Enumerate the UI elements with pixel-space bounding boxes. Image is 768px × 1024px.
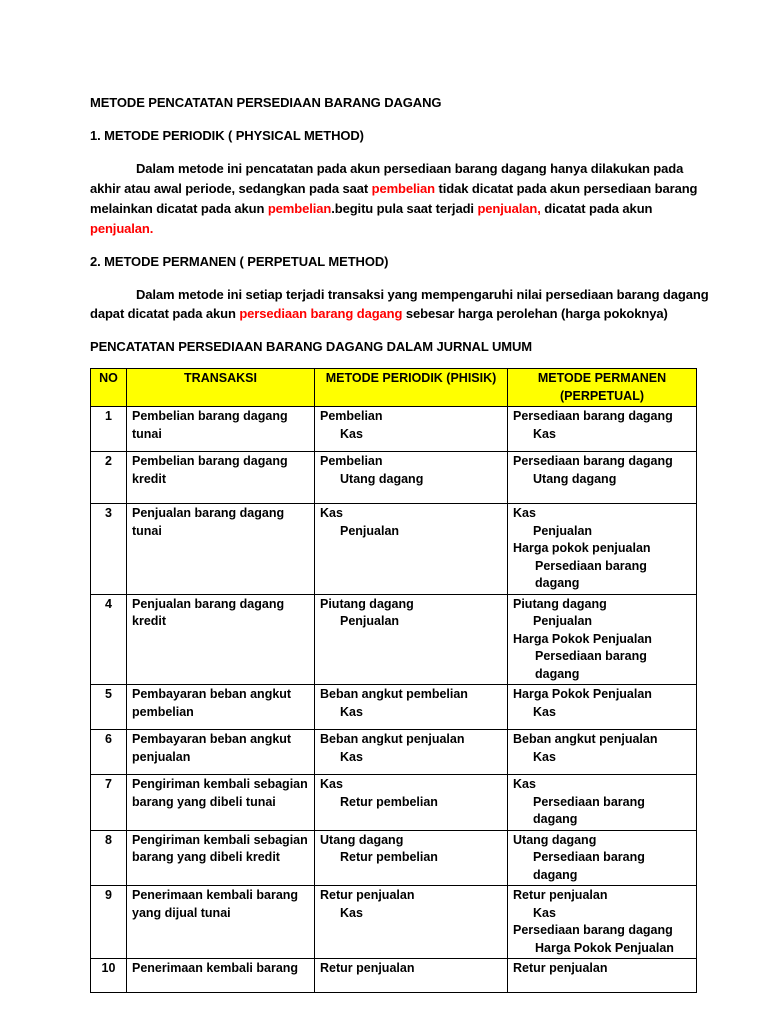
journal-debit: Kas	[513, 777, 536, 791]
cell-periodik	[315, 594, 508, 685]
journal-debit: Beban angkut pembelian	[320, 687, 468, 701]
transaksi-line: Pembelian barang dagang	[132, 454, 288, 468]
cell-permanen	[508, 407, 697, 452]
transaksi-line: tunai	[132, 523, 162, 538]
journal-debit: Harga Pokok Penjualan	[513, 687, 652, 701]
cell-periodik	[315, 959, 508, 993]
cell-transaksi	[127, 730, 315, 775]
journal-debit: Beban angkut penjualan	[513, 732, 658, 746]
journal-credit: Utang dagang	[533, 471, 617, 486]
journal-debit: Retur penjualan	[513, 888, 608, 902]
journal-credit: Kas	[340, 426, 363, 441]
header-transaksi: TRANSAKSI	[127, 369, 315, 407]
cell-transaksi	[127, 775, 315, 831]
section1-text: akhir atau awal periode, sedangkan pada saat	[90, 181, 372, 196]
journal-credit: Kas	[340, 704, 363, 719]
section1-text: dicatat pada akun	[540, 201, 653, 216]
cell-periodik	[315, 407, 508, 452]
cell-transaksi	[127, 685, 315, 730]
journal-debit: Pembelian	[320, 454, 383, 468]
journal-debit: Piutang dagang	[513, 596, 607, 611]
cell-no: 2	[91, 452, 127, 504]
cell-periodik	[315, 886, 508, 959]
journal-debit: Kas	[320, 506, 343, 520]
table-row	[91, 594, 697, 685]
journal-credit: Retur pembelian	[340, 794, 438, 809]
cell-transaksi	[127, 959, 315, 993]
transaksi-line: Penjualan barang dagang	[132, 506, 285, 520]
cell-no: 8	[91, 830, 127, 886]
section2-line2	[90, 306, 668, 321]
section1-line3	[90, 201, 652, 216]
journal-credit: Utang dagang	[340, 471, 424, 486]
section2-line1	[136, 287, 709, 302]
transaksi-line: kredit	[132, 471, 167, 486]
journal-credit: Persediaan barang dagang	[535, 558, 647, 590]
cell-transaksi	[127, 594, 315, 685]
cell-transaksi	[127, 407, 315, 452]
section1-line4	[90, 221, 153, 236]
transaksi-line: Pengiriman kembali sebagian	[132, 777, 308, 791]
journal-credit: Kas	[533, 905, 556, 920]
journal-credit: Persediaan barang dagang	[533, 850, 645, 882]
cell-no: 5	[91, 685, 127, 730]
table-row	[91, 685, 697, 730]
journal-debit: Harga Pokok Penjualan	[513, 631, 652, 646]
table-row	[91, 886, 697, 959]
section1-text: tidak dicatat pada akun persediaan barang	[435, 181, 698, 196]
header-periodik: METODE PERIODIK (PHISIK)	[315, 369, 508, 407]
journal-credit: Penjualan	[533, 523, 593, 538]
transaksi-line: Pembayaran beban angkut	[132, 687, 292, 701]
cell-periodik	[315, 685, 508, 730]
transaksi-line: Penerimaan kembali barang	[132, 961, 299, 975]
journal-debit: Harga pokok penjualan	[513, 541, 651, 555]
cell-no: 6	[91, 730, 127, 775]
journal-debit: Kas	[513, 506, 536, 520]
cell-permanen	[508, 685, 697, 730]
journal-debit: Kas	[320, 777, 343, 791]
transaksi-line: Penerimaan kembali barang	[132, 888, 299, 902]
transaksi-line: Pembelian barang dagang	[132, 409, 288, 423]
document-title: METODE PENCATATAN PERSEDIAAN BARANG DAGANG	[90, 95, 442, 110]
cell-no: 9	[91, 886, 127, 959]
highlight-penjualan: penjualan.	[90, 221, 154, 236]
cell-periodik	[315, 730, 508, 775]
transaksi-line: Pengiriman kembali sebagian	[132, 832, 308, 847]
cell-permanen	[508, 959, 697, 993]
journal-credit: Penjualan	[533, 614, 593, 628]
section1-line2	[90, 181, 697, 196]
transaksi-line: Penjualan barang dagang	[132, 596, 285, 611]
cell-transaksi	[127, 886, 315, 959]
journal-debit: Utang dagang	[513, 832, 597, 847]
cell-periodik	[315, 504, 508, 595]
journal-debit: Piutang dagang	[320, 596, 414, 611]
journal-debit: Retur penjualan	[320, 888, 415, 902]
header-no: NO	[91, 369, 127, 407]
cell-periodik	[315, 452, 508, 504]
cell-permanen	[508, 594, 697, 685]
journal-credit: Persediaan barang dagang	[535, 649, 647, 681]
transaksi-line: penjualan	[132, 749, 191, 764]
journal-table	[90, 368, 697, 993]
journal-credit: Kas	[533, 426, 556, 441]
header-permanen-line1: METODE PERMANEN	[537, 371, 667, 385]
cell-permanen	[508, 730, 697, 775]
journal-debit: Retur penjualan	[320, 961, 415, 975]
journal-debit: Pembelian	[320, 409, 383, 423]
journal-credit: Retur pembelian	[340, 850, 438, 864]
table-row	[91, 504, 697, 595]
table-header-row	[91, 369, 697, 407]
section1-line1	[136, 161, 683, 176]
cell-no: 3	[91, 504, 127, 595]
section1-text: .begitu pula saat terjadi	[331, 201, 478, 216]
transaksi-line: yang dijual tunai	[132, 905, 231, 920]
journal-debit: Persediaan barang dagang	[513, 454, 673, 468]
highlight-penjualan: penjualan,	[477, 201, 541, 216]
section1-heading: 1. METODE PERIODIK ( PHYSICAL METHOD)	[90, 128, 364, 143]
cell-transaksi	[127, 452, 315, 504]
cell-permanen	[508, 886, 697, 959]
journal-credit: Harga Pokok Penjualan	[535, 940, 674, 955]
journal-debit: Persediaan barang dagang	[513, 923, 673, 937]
table-row	[91, 959, 697, 993]
transaksi-line: Pembayaran beban angkut	[132, 732, 292, 746]
section1-text: Dalam metode ini pencatatan pada akun persediaan barang dagang hanya dilakukan pada	[136, 161, 684, 176]
journal-credit: Kas	[340, 749, 363, 764]
cell-permanen	[508, 775, 697, 831]
cell-periodik	[315, 775, 508, 831]
highlight-pembelian: pembelian	[267, 201, 332, 216]
transaksi-line: tunai	[132, 426, 162, 441]
cell-no: 4	[91, 594, 127, 685]
table-row	[91, 407, 697, 452]
transaksi-line: barang yang dibeli tunai	[132, 794, 276, 809]
cell-no: 10	[91, 959, 127, 993]
journal-debit: Utang dagang	[320, 832, 404, 847]
transaksi-line: kredit	[132, 614, 167, 628]
cell-no: 1	[91, 407, 127, 452]
cell-periodik	[315, 830, 508, 886]
section1-text: melainkan dicatat pada akun	[90, 201, 268, 216]
journal-debit: Persediaan barang dagang	[513, 409, 673, 423]
journal-credit: Penjualan	[340, 523, 400, 538]
table-row	[91, 452, 697, 504]
journal-debit: Retur penjualan	[513, 961, 608, 975]
table-row	[91, 775, 697, 831]
table-row	[91, 830, 697, 886]
header-permanen-line2: (PERPETUAL)	[559, 388, 645, 403]
highlight-persediaan: persediaan barang dagang	[239, 306, 403, 321]
section2-heading: 2. METODE PERMANEN ( PERPETUAL METHOD)	[90, 254, 389, 269]
header-permanen	[508, 369, 697, 407]
cell-permanen	[508, 452, 697, 504]
cell-permanen	[508, 830, 697, 886]
journal-credit: Kas	[533, 749, 556, 764]
highlight-pembelian: pembelian	[371, 181, 436, 196]
section2-text: dapat dicatat pada akun	[90, 306, 240, 321]
table-title: PENCATATAN PERSEDIAAN BARANG DAGANG DALAM JURNAL UMUM	[90, 339, 532, 354]
journal-credit: Kas	[340, 905, 363, 920]
journal-credit: Kas	[533, 704, 556, 719]
journal-debit: Beban angkut penjualan	[320, 732, 465, 746]
cell-no: 7	[91, 775, 127, 831]
cell-transaksi	[127, 830, 315, 886]
cell-permanen	[508, 504, 697, 595]
section2-text: sebesar harga perolehan (harga pokoknya)	[402, 306, 668, 321]
transaksi-line: pembelian	[132, 704, 194, 719]
journal-credit: Persediaan barang dagang	[533, 794, 645, 826]
table-row	[91, 730, 697, 775]
section2-text: Dalam metode ini setiap terjadi transaksi yang mempengaruhi nilai persediaan barang dagang	[136, 287, 709, 302]
journal-credit: Penjualan	[340, 614, 400, 628]
transaksi-line: barang yang dibeli kredit	[132, 850, 280, 864]
cell-transaksi	[127, 504, 315, 595]
